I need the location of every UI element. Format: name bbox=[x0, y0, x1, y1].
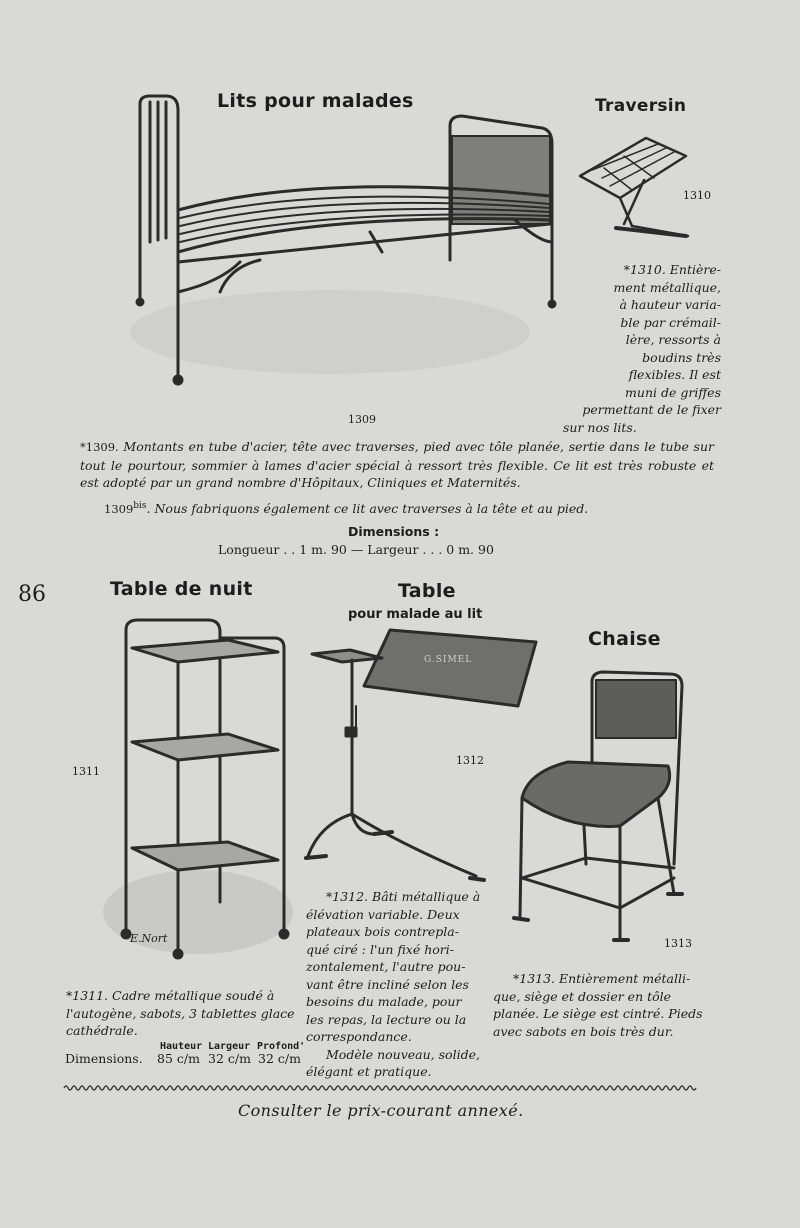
chair-line: *1313. Entièrement métalli- bbox=[513, 971, 691, 986]
table-line: zontalement, l'autre pou- bbox=[306, 959, 466, 974]
bed-desc-ref: *1309. bbox=[80, 440, 119, 454]
table-board-label: G.SIMEL bbox=[424, 655, 473, 665]
bed-desc-text: Montants en tube d'acier, tête avec traverses, pied avec tôle planée, sertie dans le tube sur tout le pourtour, sommier à lames d'acier spécial à ressort très flexible. Ce lit est très robuste et est adopté par un grand nombre d'Hôpitaux, Cliniques et Maternités. bbox=[80, 439, 714, 490]
bolster-line: muni de griffes bbox=[625, 384, 721, 400]
nightstand-description bbox=[66, 987, 298, 1040]
table-line: élégant et pratique. bbox=[306, 1064, 432, 1079]
bolster-line: *1310. Entière- bbox=[623, 262, 721, 277]
nightstand-line: l'autogène, sabots, 3 tablettes glace bbox=[66, 1005, 295, 1021]
bolster-line: permettant de le fixer bbox=[582, 402, 721, 417]
bed-ref-number: 1309 bbox=[348, 413, 376, 426]
table-title: Table bbox=[398, 580, 456, 602]
bed-description bbox=[80, 438, 714, 492]
bolster-title: Traversin bbox=[595, 96, 687, 116]
nightstand-signature: E.Nort bbox=[130, 932, 168, 945]
table-line: qué ciré : l'un fixé hori- bbox=[306, 941, 454, 957]
bolster-illustration bbox=[574, 128, 694, 243]
nightstand-title: Table de nuit bbox=[110, 578, 253, 600]
chair-illustration bbox=[508, 668, 708, 948]
nightstand-dim-header-width: Largeur bbox=[208, 1041, 251, 1052]
nightstand-line: cathédrale. bbox=[66, 1023, 138, 1038]
footer-note: Consulter le prix-courant annexé. bbox=[238, 1101, 524, 1120]
bed-illustration bbox=[120, 92, 570, 392]
table-line: les repas, la lecture ou la bbox=[306, 1011, 467, 1027]
chair-description bbox=[493, 970, 703, 1040]
bed-dimensions-title: Dimensions : bbox=[348, 524, 440, 539]
table-description bbox=[306, 888, 488, 1081]
page-number: 86 bbox=[18, 582, 46, 607]
table-line: correspondance. bbox=[306, 1029, 412, 1044]
chair-line: que, siège et dossier en tôle bbox=[493, 988, 672, 1004]
nightstand-line: *1311. Cadre métallique soudé à bbox=[66, 988, 275, 1003]
chair-ref-number: 1313 bbox=[664, 937, 692, 950]
bed-bis-sup: bis bbox=[133, 501, 147, 511]
chair-line: planée. Le siège est cintré. Pieds bbox=[493, 1006, 703, 1021]
nightstand-dim-height: 85 c/m bbox=[157, 1051, 200, 1066]
bed-bis-text: . Nous fabriquons également ce lit avec traverses à la tête et au pied. bbox=[146, 501, 589, 517]
wavy-divider bbox=[64, 1082, 700, 1094]
bed-bis-line bbox=[104, 498, 588, 519]
nightstand-ref-number: 1311 bbox=[72, 765, 100, 778]
beds-title: Lits pour malades bbox=[217, 90, 414, 112]
bolster-ref-number: 1310 bbox=[683, 189, 711, 202]
bolster-line: lère, ressorts à bbox=[625, 332, 721, 347]
table-line: élévation variable. Deux bbox=[306, 906, 460, 922]
nightstand-dim-header-height: Hauteur bbox=[160, 1041, 203, 1052]
table-ref-number: 1312 bbox=[456, 754, 484, 767]
nightstand-dim-label: Dimensions. bbox=[65, 1051, 143, 1066]
bolster-line: ble par crémail- bbox=[620, 314, 721, 330]
table-line: vant être incliné selon les bbox=[306, 976, 469, 992]
bolster-description bbox=[563, 261, 721, 436]
chair-title: Chaise bbox=[588, 628, 661, 650]
bolster-line: à hauteur varia- bbox=[619, 297, 721, 312]
table-line: besoins du malade, pour bbox=[306, 994, 462, 1009]
nightstand-dim-header-depth: Profond' bbox=[257, 1041, 306, 1052]
table-subtitle: pour malade au lit bbox=[348, 607, 483, 622]
chair-line: avec sabots en bois très dur. bbox=[493, 1023, 674, 1039]
bolster-line: boudins très bbox=[642, 349, 721, 365]
table-line: plateaux bois contrepla- bbox=[306, 924, 459, 939]
bolster-line: sur nos lits. bbox=[563, 419, 637, 435]
nightstand-dim-depth: 32 c/m bbox=[258, 1051, 301, 1066]
table-line: *1312. Bâti métallique à bbox=[326, 889, 481, 904]
bed-dimensions-line: Longueur . . 1 m. 90 — Largeur . . . 0 m. 90 bbox=[218, 542, 494, 557]
bolster-line: ment métallique, bbox=[613, 279, 721, 295]
table-line: Modèle nouveau, solide, bbox=[326, 1046, 480, 1062]
nightstand-illustration bbox=[98, 612, 308, 962]
nightstand-dim-width: 32 c/m bbox=[208, 1051, 251, 1066]
bolster-line: flexibles. Il est bbox=[628, 367, 721, 382]
bed-bis-ref: 1309 bbox=[104, 502, 134, 517]
